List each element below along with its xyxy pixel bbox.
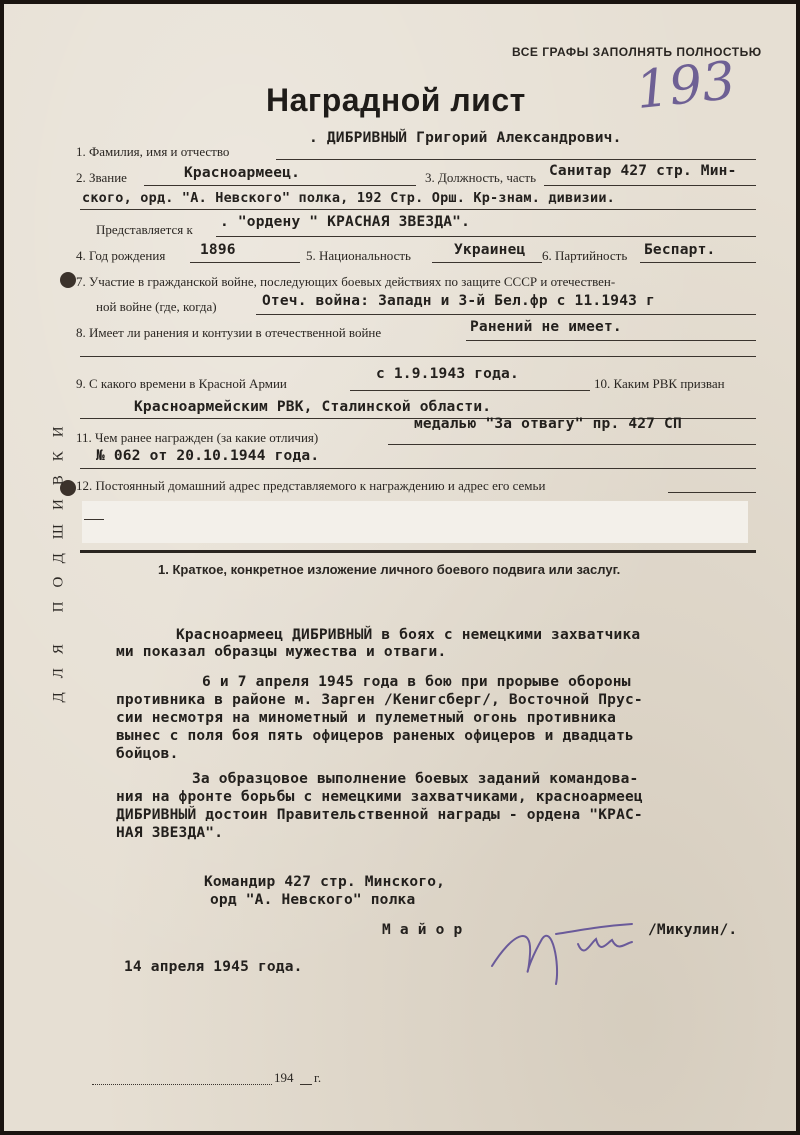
fill-all-note: ВСЕ ГРАФЫ ЗАПОЛНЯТЬ ПОЛНОСТЬЮ [512,45,762,59]
commander-line2: орд "А. Невского" полка [210,892,416,908]
presented-value: . "ордену " КРАСНАЯ ЗВЕЗДА". [220,214,471,230]
rank: М а й о р [382,922,463,938]
field-3-label: 3. Должность, часть [425,170,537,185]
narrative-p3-line1: За образцовое выполнение боевых заданий командова- [192,771,639,787]
handwritten-number: 193 [633,50,739,122]
narrative-p3-line2: ния на фронте борьбы с немецкими захватчиками, красноармеец [116,789,643,805]
narrative-p2-line4: вынес с поля боя пять офицеров раненых офицеров и двадцать [116,728,634,744]
footer-year: 194 [274,1070,294,1085]
commander-name: /Микулин/. [648,922,738,938]
address-blank-area [82,501,748,543]
narrative-p1-line2: ми показал образцы мужества и отваги. [116,644,447,660]
commander-line1: Командир 427 стр. Минского, [204,874,446,890]
field-11-label: 11. Чем ранее награжден (за какие отличия) [76,430,319,445]
field-7-label-b: ной войне (где, когда) [96,299,217,314]
field-2-label: 2. Звание [76,170,127,185]
narrative-p2-line3: сии несмотря на минометный и пулеметный огонь противника [116,710,617,726]
signature-date: 14 апреля 1945 года. [124,959,303,975]
field-1-value: . ДИБРИВНЫЙ Григорий Александрович. [309,130,622,146]
field-2-value: Красноармеец. [184,165,301,181]
page-title: Наградной лист [266,82,526,118]
field-6-value: Беспарт. [644,242,716,258]
footer-year-suffix: г. [314,1070,322,1085]
field-4-value: 1896 [200,242,236,258]
narrative-p3-line4: НАЯ ЗВЕЗДА". [116,825,224,841]
field-8-value: Ранений не имеет. [470,319,622,335]
field-11-value-cont: № 062 от 20.10.1944 года. [96,448,320,464]
field-9-value: с 1.9.1943 года. [376,366,519,382]
field-3-value-cont: ского, орд. "А. Невского" полка, 192 Стр. Орш. Кр-знам. дивизии. [82,190,615,206]
field-10-label: 10. Каким РВК призван [594,376,725,391]
award-sheet [4,4,796,1131]
field-5-value: Украинец [454,242,526,258]
handwritten-signature [482,904,672,994]
narrative-p3-line3: ДИБРИВНЫЙ достоин Правительственной награды - ордена "КРАС- [116,807,643,823]
section-heading: 1. Краткое, конкретное изложение личного боевого подвига или заслуг. [158,562,621,577]
field-7-value: Отеч. война: Западн и 3-й Бел.фр с 11.1943 г [262,293,655,309]
field-11-value: медалью "За отвагу" пр. 427 СП [414,416,682,432]
field-1-label: 1. Фамилия, имя и отчество [76,144,230,159]
punch-hole [60,272,76,288]
narrative-p1-line1: Красноармеец ДИБРИВНЫЙ в боях с немецкими захватчика [176,627,641,643]
field-6-label: 6. Партийность [542,248,628,263]
field-4-label: 4. Год рождения [76,248,166,263]
field-3-value: Санитар 427 стр. Мин- [549,163,737,179]
field-9-label: 9. С какого времени в Красной Армии [76,376,287,391]
narrative-p2-line5: бойцов. [116,746,179,762]
side-binding-label: ДЛЯ ПОДШИВКИ [50,412,67,703]
field-5-label: 5. Национальность [306,248,411,263]
field-10-value: Красноармейским РВК, Сталинской области. [134,399,492,415]
narrative-p2-line2: противника в районе м. Зарген /Кенигсберг/, Восточной Прус- [116,692,643,708]
presented-label: Представляется к [96,222,193,237]
field-12-label: 12. Постоянный домашний адрес представляемого к награждению и адрес его семьи [76,478,546,493]
field-8-label: 8. Имеет ли ранения и контузии в отечественной войне [76,325,382,340]
narrative-p2-line1: 6 и 7 апреля 1945 года в бою при прорыве обороны [202,674,631,690]
field-7-label-a: 7. Участие в гражданской войне, последующих боевых действиях по защите СССР и отечествен- [76,274,616,289]
